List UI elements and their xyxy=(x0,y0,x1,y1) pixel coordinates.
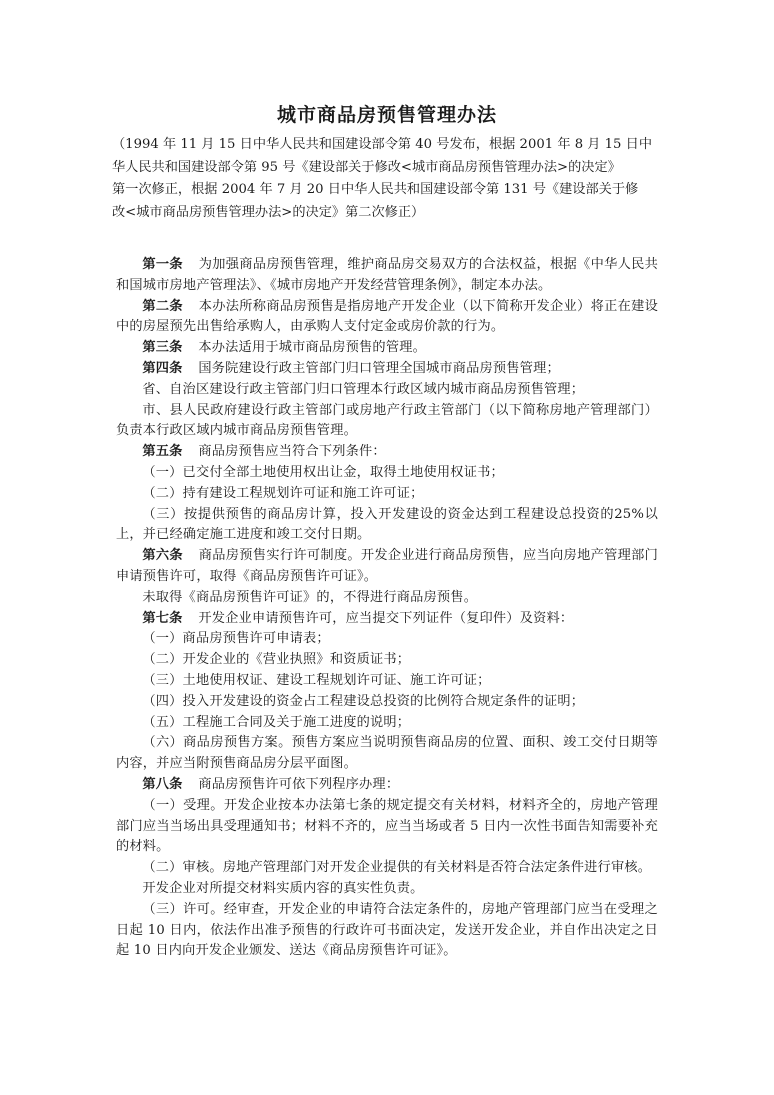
clause-paragraph xyxy=(116,380,658,401)
clause-paragraph xyxy=(116,463,658,484)
paragraph-text: 本办法适用于城市商品房预售的管理。 xyxy=(198,340,426,356)
article-paragraph xyxy=(116,775,658,796)
paragraph-text: （五）工程施工合同及关于施工进度的说明； xyxy=(142,714,411,730)
paragraph-text: 商品房预售实行许可制度。开发企业进行商品房预售，应当向房地产管理部门申请预售许可，取得《商品房预售许可证》。 xyxy=(116,548,659,584)
paragraph-text: 国务院建设行政主管部门归口管理全国城市商品房预售管理； xyxy=(198,360,560,376)
article-number: 第二条 xyxy=(142,298,183,314)
article-paragraph xyxy=(116,297,658,339)
document-title: 城市商品房预售管理办法 xyxy=(276,104,497,126)
paragraph-text: （二）持有建设工程规划许可证和施工许可证； xyxy=(142,485,424,501)
paragraph-text: （三）许可。经审查，开发企业的申请符合法定条件的，房地产管理部门应当在受理之日起 10 日内，依法作出准予预售的行政许可书面决定，发送开发企业，并自作出决定之日起 10 日内向开发企业颁发、送达《商品房预售许可证》。 xyxy=(116,901,658,959)
paragraph-text: （六）商品房预售方案。预售方案应当说明预售商品房的位置、面积、竣工交付日期等内容，并应当附预售商品房分层平面图。 xyxy=(116,735,658,772)
amendment-line: 改<城市商品房预售管理办法>的决定》第二次修正） xyxy=(112,204,425,220)
clause-paragraph xyxy=(116,713,658,734)
article-paragraph xyxy=(116,442,658,463)
clause-paragraph xyxy=(116,796,658,858)
clause-paragraph xyxy=(116,900,658,962)
paragraph-text: （一）受理。开发企业按本办法第七条的规定提交有关材料，材料齐全的，房地产管理部门应当当场出具受理通知书；材料不齐的，应当当场或者 5 日内一次性书面告知需要补充的材料。 xyxy=(116,797,658,855)
clause-paragraph xyxy=(116,671,658,692)
paragraph-text: 开发企业申请预售许可，应当提交下列证件（复印件）及资料： xyxy=(198,610,574,626)
paragraph-text: 市、县人民政府建设行政主管部门或房地产行政主管部门（以下简称房地产管理部门）负责本行政区域内城市商品房预售管理。 xyxy=(116,402,658,439)
article-number: 第四条 xyxy=(142,360,183,376)
article-number: 第五条 xyxy=(142,444,183,460)
paragraph-text: 商品房预售许可依下列程序办理： xyxy=(198,776,400,792)
article-number: 第三条 xyxy=(142,340,183,356)
clause-paragraph xyxy=(116,692,658,713)
article-number: 第一条 xyxy=(142,257,183,272)
clause-paragraph xyxy=(116,650,658,671)
paragraph-text: 商品房预售应当符合下列条件： xyxy=(198,444,386,460)
article-paragraph xyxy=(116,359,658,380)
article-number: 第七条 xyxy=(142,610,183,626)
paragraph-text: （一）已交付全部土地使用权出让金，取得土地使用权证书； xyxy=(142,464,504,480)
clause-paragraph xyxy=(116,629,658,650)
clause-paragraph xyxy=(116,505,658,547)
article-paragraph xyxy=(116,255,658,297)
paragraph-text: 未取得《商品房预售许可证》的，不得进行商品房预售。 xyxy=(142,589,478,605)
article-number: 第八条 xyxy=(142,776,183,792)
paragraph-text: （三）土地使用权证、建设工程规划许可证、施工许可证； xyxy=(142,672,491,688)
article-number: 第六条 xyxy=(142,548,183,564)
article-paragraph xyxy=(116,546,658,588)
clause-paragraph xyxy=(116,733,658,775)
document-body xyxy=(116,255,658,962)
paragraph-text: （四）投入开发建设的资金占工程建设总投资的比例符合规定条件的证明； xyxy=(142,693,585,709)
clause-paragraph xyxy=(116,484,658,505)
paragraph-text: 为加强商品房预售管理，维护商品房交易双方的合法权益，根据《中华人民共和国城市房地产管理法》、《城市房地产开发经营管理条例》，制定本办法。 xyxy=(116,257,659,293)
clause-paragraph xyxy=(116,401,658,443)
amendment-line: （1994 年 11 月 15 日中华人民共和国建设部令第 40 号发布，根据 2001 年 8 月 15 日中 xyxy=(112,137,653,152)
paragraph-text: 省、自治区建设行政主管部门归口管理本行政区域内城市商品房预售管理； xyxy=(142,381,585,397)
clause-paragraph xyxy=(116,879,658,900)
article-paragraph xyxy=(116,338,658,359)
paragraph-text: （三）按提供预售的商品房计算，投入开发建设的资金达到工程建设总投资的25%以上，并已经确定施工进度和竣工交付日期。 xyxy=(116,506,658,543)
amendment-note xyxy=(112,134,664,224)
paragraph-text: （二）开发企业的《营业执照》和资质证书； xyxy=(142,652,411,668)
paragraph-text: 开发企业对所提交材料实质内容的真实性负责。 xyxy=(142,880,424,896)
article-paragraph xyxy=(116,609,658,630)
amendment-line: 第一次修正，根据 2004 年 7 月 20 日中华人民共和国建设部令第 131 号《建设部关于修 xyxy=(112,182,639,197)
amendment-line: 华人民共和国建设部令第 95 号《建设部关于修改<城市商品房预售管理办法>的决定》 xyxy=(112,159,621,175)
paragraph-text: 本办法所称商品房预售是指房地产开发企业（以下简称开发企业）将正在建设中的房屋预先出售给承购人，由承购人支付定金或房价款的行为。 xyxy=(116,298,659,335)
paragraph-text: （二）审核。房地产管理部门对开发企业提供的有关材料是否符合法定条件进行审核。 xyxy=(142,860,652,876)
paragraph-text: （一）商品房预售许可申请表； xyxy=(142,631,330,647)
clause-paragraph xyxy=(116,588,658,609)
clause-paragraph xyxy=(116,858,658,879)
